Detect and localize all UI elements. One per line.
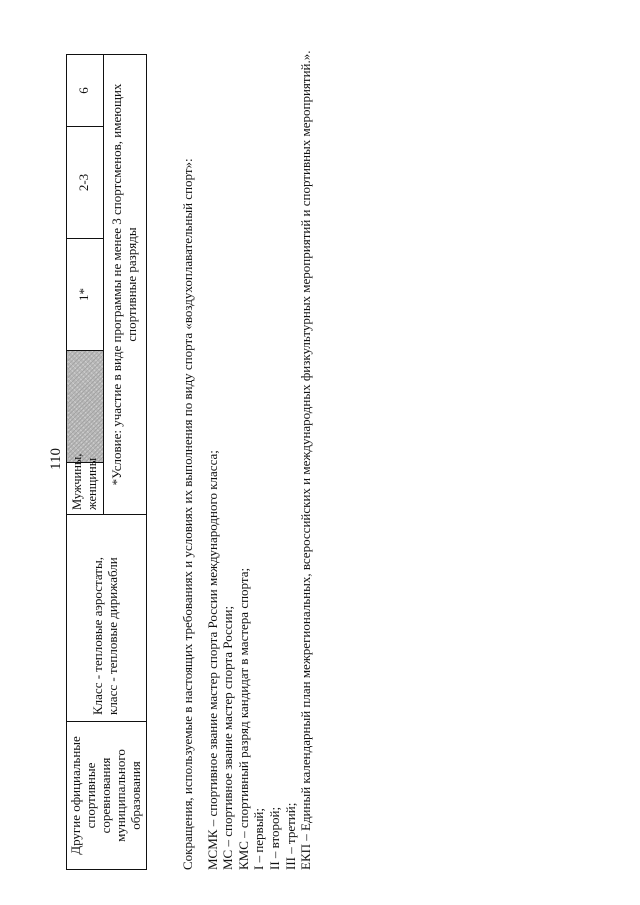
requirements-table xyxy=(66,54,147,870)
place-cell-1: 1* xyxy=(67,239,104,351)
abbreviation-item: ЕКП – Единый календарный план межрегиональных, всероссийских и международных физкультурных мероприятий и спортивных мероприятий.». xyxy=(298,50,314,870)
place-cell-3: 6 xyxy=(67,55,104,127)
abbreviation-item: МСМК – спортивное звание мастер спорта России международного класса; xyxy=(204,450,220,870)
abbreviation-item: I – первый; xyxy=(251,808,267,870)
class-cell xyxy=(67,515,147,722)
class-line-1: Класс - тепловые аэростаты, xyxy=(90,557,106,715)
abbreviations-section xyxy=(180,30,314,870)
abbreviation-item: II – второй; xyxy=(266,806,282,870)
condition-note-cell: *Условие: участие в виде программы не менее 3 спортсменов, имеющих спортивные разряды xyxy=(103,55,146,515)
abbreviation-item: КМС – спортивный разряд кандидат в мастера спорта; xyxy=(235,567,251,870)
abbreviation-item: III – третий; xyxy=(282,802,298,870)
sex-cell: Мужчины, женщины xyxy=(67,463,104,515)
class-line-2: класс - тепловые дирижабли xyxy=(105,557,121,715)
abbreviations-intro: Сокращения, используемые в настоящих требованиях и условиях их выполнения по виду спорта «воздухоплавательный спорт»: xyxy=(180,158,195,870)
abbreviation-item: МС – спортивное звание мастер спорта России; xyxy=(220,605,236,870)
shaded-empty-cell xyxy=(67,351,104,463)
page-number: 110 xyxy=(48,448,64,470)
place-cell-2: 2-3 xyxy=(67,127,104,239)
table-row xyxy=(67,55,104,870)
competition-cell: Другие официальные спортивные соревнования муниципального образования xyxy=(67,722,147,870)
